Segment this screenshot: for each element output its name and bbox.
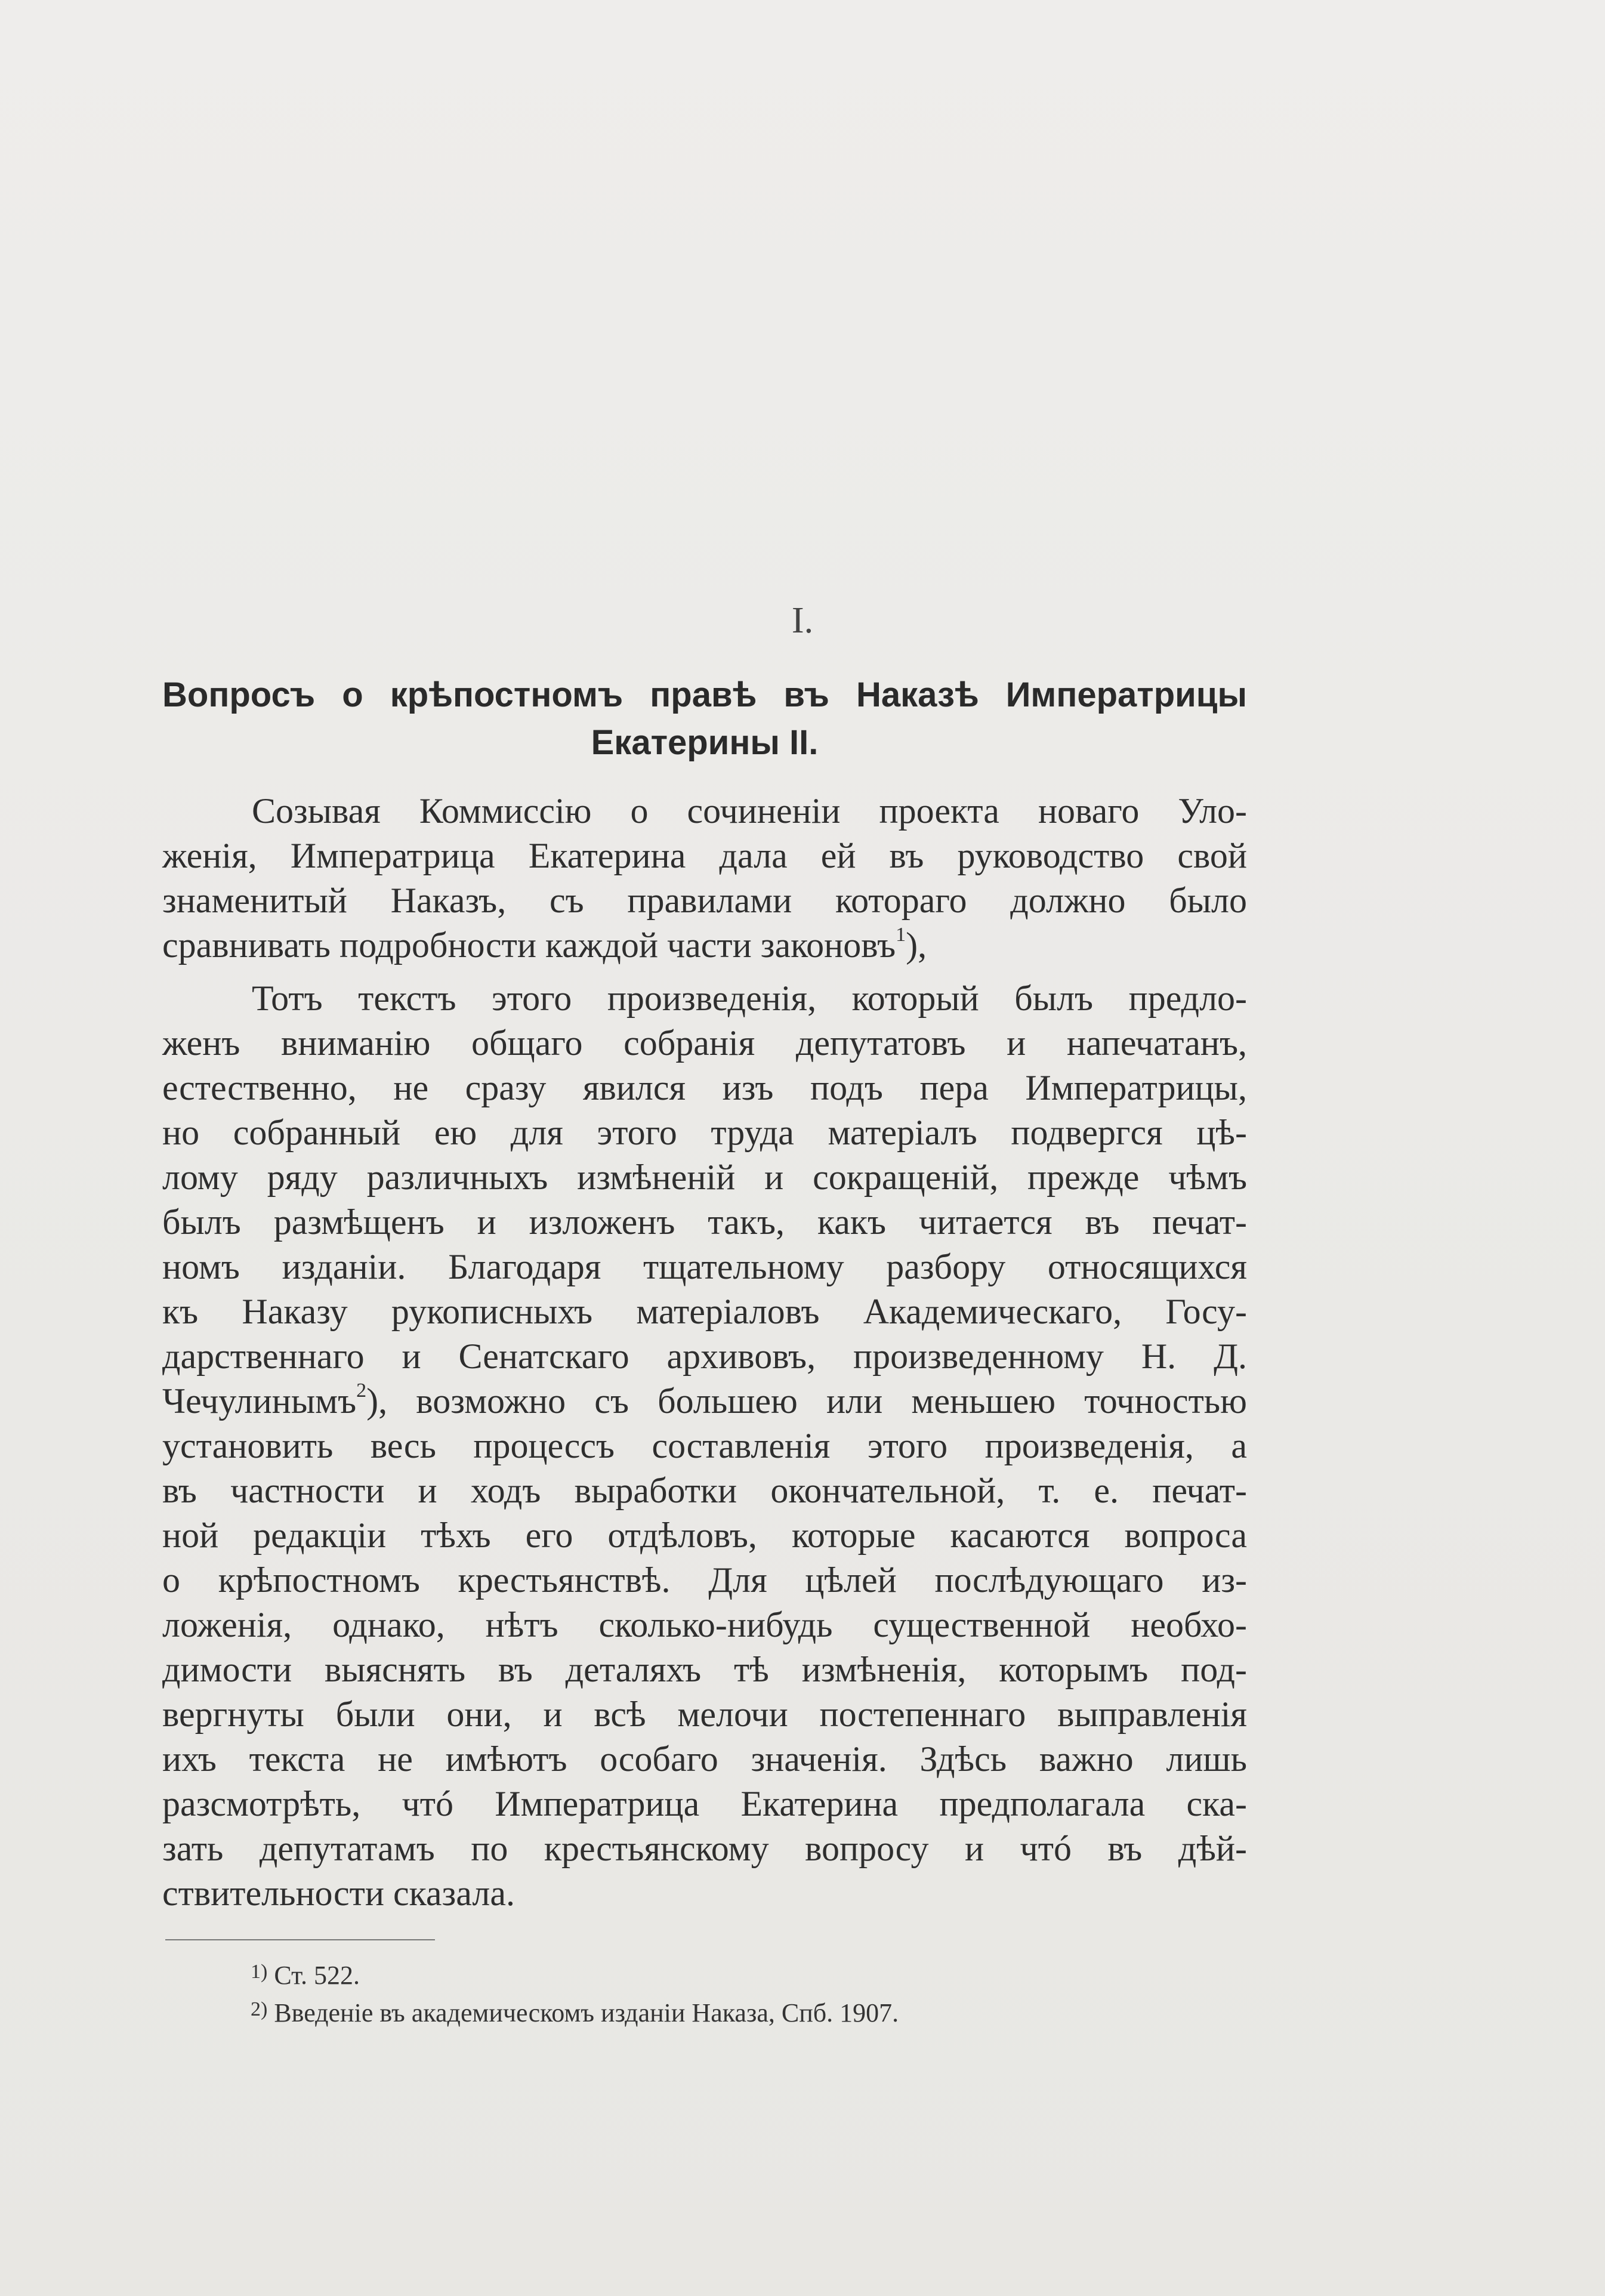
- footnote-mark: 2): [251, 1998, 268, 2020]
- text-line-content: димости выяснять въ деталяхъ тѣ измѣненія, которымъ под-: [162, 1650, 1247, 1689]
- text-line-content: къ Наказу рукописныхъ матеріаловъ Академическаго, Госу-: [162, 1292, 1247, 1331]
- text-line: [162, 976, 1247, 1021]
- text-line: [162, 1782, 1247, 1826]
- text-line-content: ложенія, однако, нѣтъ сколько-нибудь существенной необхо-: [162, 1605, 1247, 1644]
- text-line: [162, 1066, 1247, 1110]
- text-line: [162, 923, 1247, 968]
- paragraph-gap: [162, 968, 1247, 976]
- text-line: [162, 1379, 1247, 1424]
- text-line-content: вергнуты были они, и всѣ мелочи постепеннаго выправленія: [162, 1695, 1247, 1734]
- text-line: [162, 1200, 1247, 1245]
- text-line-content: но собранный ею для этого труда матеріалъ подвергся цѣ-: [162, 1113, 1247, 1152]
- text-line: [162, 1558, 1247, 1603]
- text-line-content: ихъ текста не имѣютъ особаго значенія. Здѣсь важно лишь: [162, 1739, 1247, 1779]
- footnote-1: [251, 1960, 360, 1991]
- text-line: [162, 1737, 1247, 1782]
- text-line-content: о крѣпостномъ крестьянствѣ. Для цѣлей послѣдующаго из-: [162, 1560, 1247, 1600]
- text-line-content: лому ряду различныхъ измѣненій и сокращеній, прежде чѣмъ: [162, 1158, 1247, 1197]
- chapter-number: I.: [791, 600, 814, 641]
- text-line: [162, 1155, 1247, 1200]
- text-line-content: сравнивать подробности каждой части законовъ: [162, 925, 896, 965]
- text-line-content: зать депутатамъ по крестьянскому вопросу и чтó въ дѣй-: [162, 1829, 1247, 1868]
- chapter-title-line-2: Екатерины II.: [591, 723, 819, 762]
- text-line: [162, 1603, 1247, 1647]
- footnote-text: Введеніе въ академическомъ изданіи Наказа, Спб. 1907.: [274, 1998, 899, 2027]
- footnote-2: [251, 1998, 899, 2028]
- text-line: [162, 789, 1247, 834]
- text-line-content: номъ изданіи. Благодаря тщательному разбору относящихся: [162, 1247, 1247, 1286]
- text-line-content: разсмотрѣть, чтó Императрица Екатерина предполагала ска-: [162, 1784, 1247, 1823]
- text-line-content: естественно, не сразу явился изъ подъ пера Императрицы,: [162, 1068, 1247, 1107]
- body-text: [162, 789, 1247, 1916]
- text-line: [162, 1871, 1247, 1916]
- footnote-divider: [165, 1939, 435, 1940]
- chapter-title-line-1: Вопросъ о крѣпостномъ правѣ въ Наказѣ Императрицы: [162, 675, 1247, 714]
- text-line-content: былъ размѣщенъ и изложенъ такъ, какъ читается въ печат-: [162, 1202, 1247, 1242]
- text-line-content: установить весь процессъ составленія этого произведенія, а: [162, 1426, 1247, 1465]
- text-line-content: женія, Императрица Екатерина дала ей въ руководство свой: [162, 836, 1247, 875]
- text-line-content: женъ вниманію общаго собранія депутатовъ и напечатанъ,: [162, 1023, 1247, 1063]
- footnote-mark: 1): [251, 1961, 268, 1983]
- text-line-content: Созывая Коммиссію о сочиненіи проекта новаго Уло-: [252, 791, 1247, 831]
- text-line: [162, 1513, 1247, 1558]
- footnote-ref[interactable]: 2: [356, 1380, 367, 1402]
- text-line: [162, 1245, 1247, 1289]
- text-line: [162, 1468, 1247, 1513]
- text-line: [162, 1826, 1247, 1871]
- footnote-text: Ст. 522.: [274, 1961, 360, 1990]
- text-line: [162, 1334, 1247, 1379]
- text-line-content: въ частности и ходъ выработки окончательной, т. е. печат-: [162, 1471, 1247, 1510]
- text-line: [162, 1692, 1247, 1737]
- footnote-ref[interactable]: 1: [896, 924, 906, 946]
- text-line-content: ствительности сказала.: [162, 1874, 515, 1913]
- text-line-suffix: ), возможно съ большею или меньшею точностью: [366, 1381, 1247, 1421]
- text-line-content: дарственнаго и Сенатскаго архивовъ, произведенному Н. Д.: [162, 1337, 1247, 1376]
- text-line: [162, 1110, 1247, 1155]
- text-line: [162, 834, 1247, 878]
- text-line: [162, 1647, 1247, 1692]
- text-line: [162, 1021, 1247, 1066]
- text-line-content: Чечулинымъ: [162, 1381, 357, 1421]
- text-line: [162, 878, 1247, 923]
- text-line: [162, 1289, 1247, 1334]
- text-line-content: знаменитый Наказъ, съ правилами котораго должно было: [162, 881, 1247, 920]
- text-line: [162, 1424, 1247, 1468]
- text-line-content: ной редакціи тѣхъ его отдѣловъ, которые касаются вопроса: [162, 1516, 1247, 1555]
- text-line-content: Тотъ текстъ этого произведенія, который былъ предло-: [252, 979, 1247, 1018]
- text-line-suffix: ),: [906, 925, 927, 965]
